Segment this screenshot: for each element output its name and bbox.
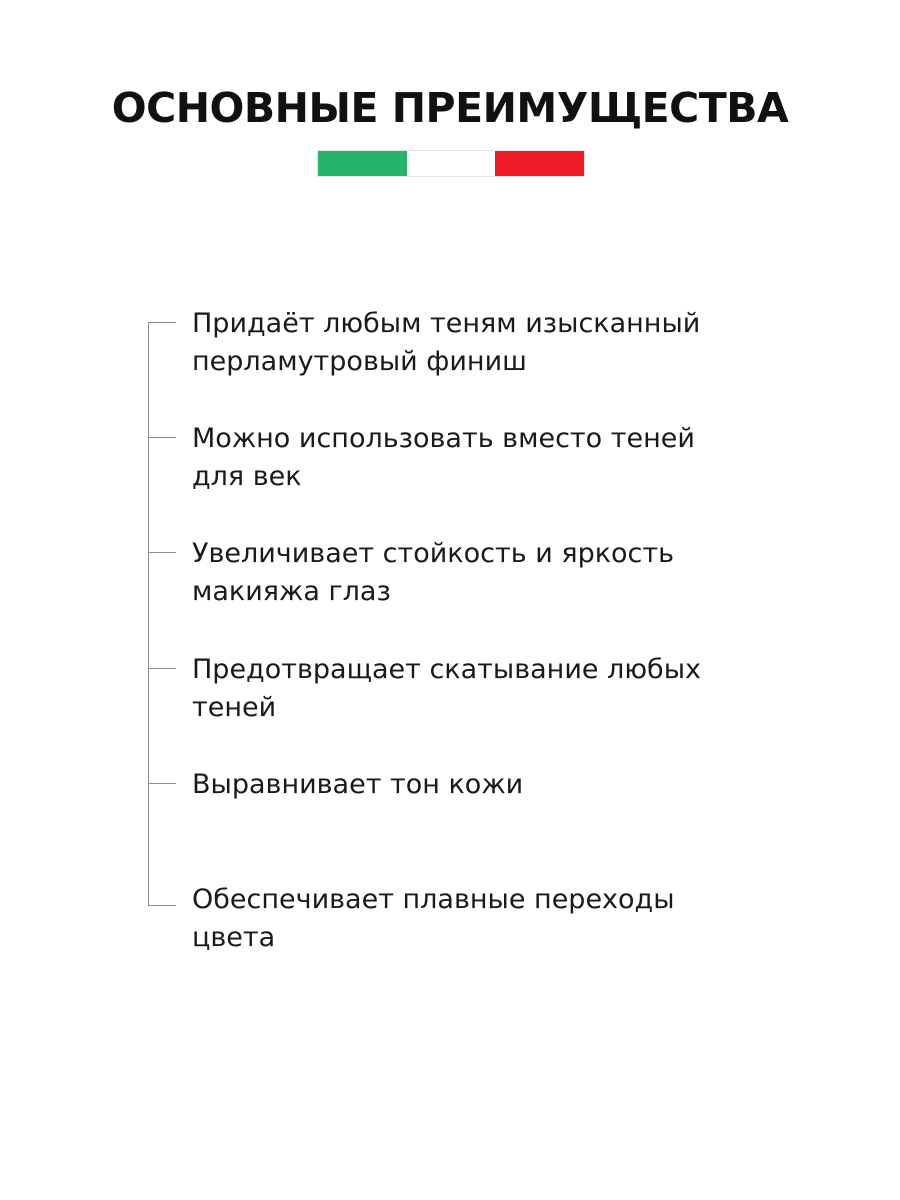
flag-stripe-red — [495, 151, 584, 176]
benefits-bracket-line — [148, 322, 149, 905]
benefit-tick — [148, 322, 176, 323]
benefit-item-even-tone: Выравнивает тон кожи — [192, 769, 524, 800]
benefit-tick — [148, 668, 176, 669]
benefit-tick — [148, 437, 176, 438]
flag-stripe-green — [318, 151, 407, 176]
benefit-tick — [148, 783, 176, 784]
benefit-item-longevity: Увеличивает стойкость и яркость макияжа глаз — [192, 538, 675, 607]
benefit-tick — [148, 552, 176, 553]
benefit-item-eyeshadow-substitute: Можно использовать вместо теней для век — [192, 423, 695, 492]
page-title: ОСНОВНЫЕ ПРЕИМУЩЕСТВА — [111, 84, 789, 132]
benefit-tick — [148, 905, 176, 906]
flag-stripe-white — [407, 151, 496, 176]
benefit-item-pearl-finish: Придаёт любым теням изысканный перламутровый финиш — [192, 308, 701, 377]
italian-flag-stripe — [317, 150, 585, 177]
benefit-item-smooth-transitions: Обеспечивает плавные переходы цвета — [192, 884, 675, 953]
benefit-item-anti-creasing: Предотвращает скатывание любых теней — [192, 654, 701, 723]
